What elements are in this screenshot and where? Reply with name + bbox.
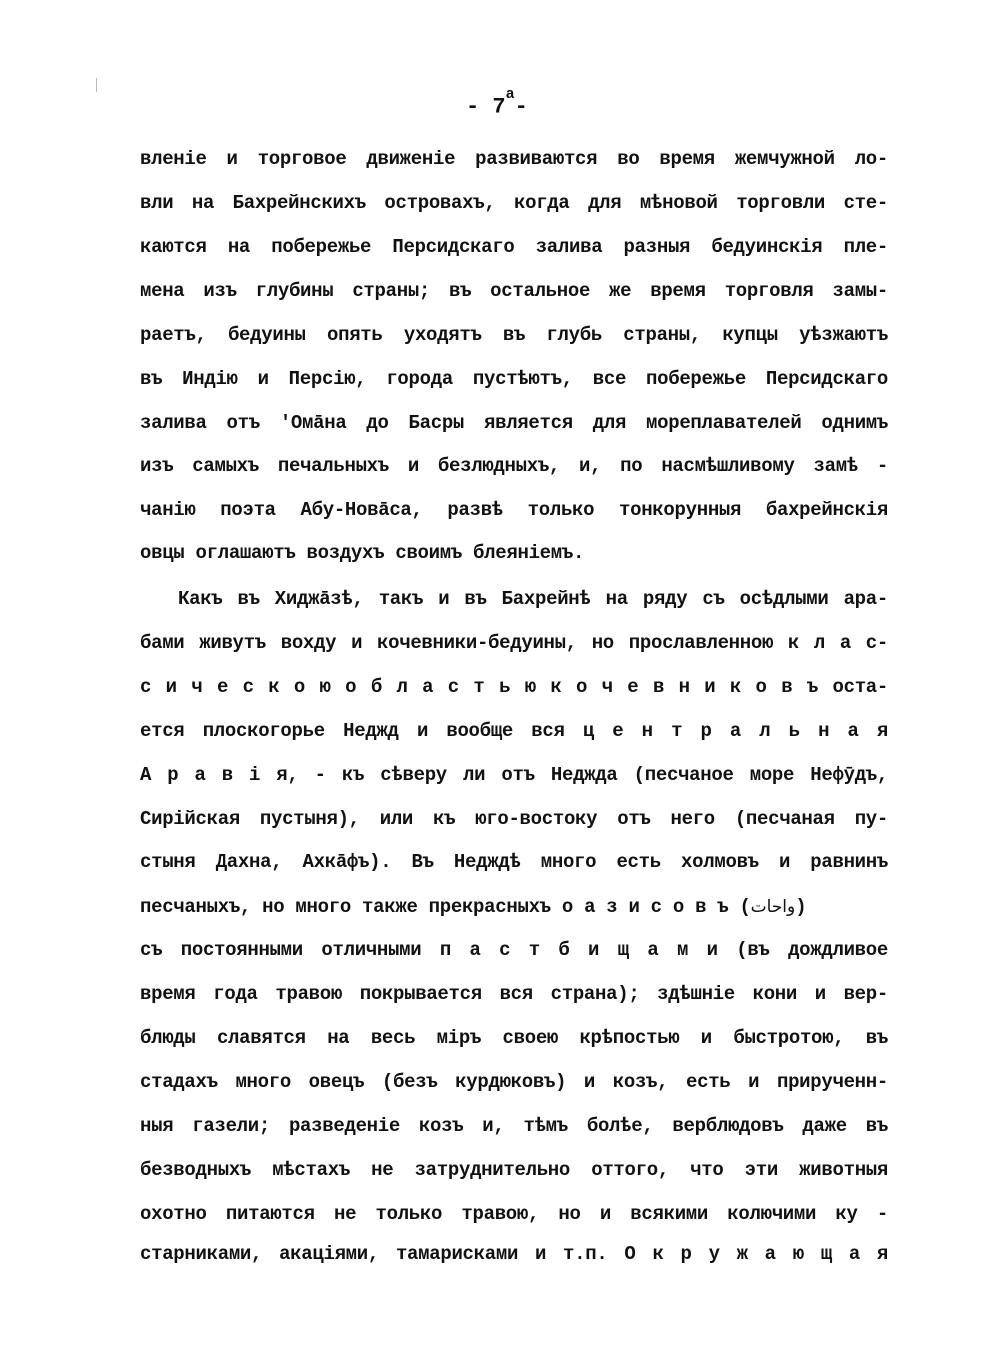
text-line — [140, 148, 888, 170]
closing-paren: ) — [795, 896, 807, 918]
text-line-content: песчаныхъ, но много также прекрасныхъ о а з и с о в ъ ( — [140, 896, 751, 918]
text-line — [140, 324, 888, 346]
text-line — [140, 412, 888, 434]
text-line — [178, 588, 888, 610]
text-line-content: ется плоскогорье Неджд и вообще вся ц е н т р а л ь н а я — [140, 720, 888, 742]
text-line — [140, 280, 888, 302]
text-line-content: въ Индію и Персію, города пустѣютъ, все побережье Персидскаго — [140, 368, 888, 390]
text-line-content: изъ самыхъ печальныхъ и безлюдныхъ, и, по насмѣшливому замѣ - — [140, 455, 888, 477]
page-number-tail: - — [514, 94, 528, 120]
margin-mark — [96, 78, 97, 92]
text-line-content: овцы оглашаютъ воздухъ своимъ блеяніемъ. — [140, 542, 585, 564]
text-line-content: раетъ, бедуины опять уходятъ въ глубь страны, купцы уѣзжаютъ — [140, 324, 888, 346]
text-line — [140, 764, 888, 786]
arabic-word: واحات — [750, 897, 796, 917]
text-line — [140, 455, 888, 477]
text-line-content: охотно питаются не только травою, но и всякими колючими ку - — [140, 1203, 888, 1225]
text-line-content: съ постоянными отличными п а с т б и щ а м и (въ дождливое — [140, 939, 888, 961]
text-line-content: мена изъ глубины страны; въ остальное же время торговля замы- — [140, 280, 888, 302]
text-line-content: Какъ въ Хиджāзѣ, такъ и въ Бахрейнѣ на ряду съ осѣдлыми ара- — [178, 588, 888, 610]
text-line-content: ныя газели; разведеніе козъ и, тѣмъ болѣе, верблюдовъ даже въ — [140, 1115, 888, 1137]
text-line — [140, 808, 888, 830]
page-number-main: - 7 — [466, 94, 506, 120]
text-line-content: стыня Дахна, Ахкāфъ). Въ Недждѣ много есть холмовъ и равнинъ — [140, 851, 888, 873]
text-line — [140, 939, 888, 961]
text-line — [140, 1243, 888, 1265]
text-line-content: бами живутъ вохду и кочевники-бедуины, но прославленною к л а с- — [140, 632, 888, 654]
text-line-content: стадахъ много овецъ (безъ курдюковъ) и козъ, есть и прирученн- — [140, 1071, 888, 1093]
text-line — [140, 632, 888, 654]
page-number — [466, 86, 528, 120]
text-line-content: вли на Бахрейнскихъ островахъ, когда для мѣновой торговли сте- — [140, 192, 888, 214]
text-line — [140, 542, 888, 564]
text-line — [140, 851, 888, 873]
text-line-content: А р а в і я, - къ сѣверу ли отъ Неджда (песчаное море Нефӯдъ, — [140, 764, 888, 786]
text-line-content: блюды славятся на весь міръ своею крѣпостью и быстротою, въ — [140, 1027, 888, 1049]
text-line-content: старниками, акаціями, тамарисками и т.п. О к р у ж а ю щ а я — [140, 1243, 888, 1265]
text-line — [140, 236, 888, 258]
text-line-content: каются на побережье Персидскаго залива разныя бедуинскія пле- — [140, 236, 888, 258]
text-line — [140, 1115, 888, 1137]
text-line-content: чанію поэта Абу-Новāса, развѣ только тонкорунныя бахрейнскія — [140, 499, 888, 521]
text-line-content: время года травою покрывается вся страна); здѣшніе кони и вер- — [140, 983, 888, 1005]
text-line-content: безводныхъ мѣстахъ не затруднительно оттого, что эти животныя — [140, 1159, 888, 1181]
text-line — [140, 983, 888, 1005]
text-line-content: Сирійская пустыня), или къ юго-востоку отъ него (песчаная пу- — [140, 808, 888, 830]
text-line — [140, 1071, 888, 1093]
page-number-sup: a — [505, 86, 515, 103]
text-line — [140, 192, 888, 214]
text-line-content: вленіе и торговое движеніе развиваются во время жемчужной ло- — [140, 148, 888, 170]
text-line-content: залива отъ 'Омāна до Басры является для мореплавателей однимъ — [140, 412, 888, 434]
text-line — [140, 368, 888, 390]
text-line — [140, 676, 888, 698]
text-line — [140, 720, 888, 742]
text-line — [140, 1203, 888, 1225]
text-line — [140, 1027, 888, 1049]
text-line-content: с и ч е с к о ю о б л а с т ь ю к о ч е в н и к о в ъ оста- — [140, 676, 888, 698]
text-line — [140, 1159, 888, 1181]
text-line — [140, 896, 888, 918]
text-line — [140, 499, 888, 521]
